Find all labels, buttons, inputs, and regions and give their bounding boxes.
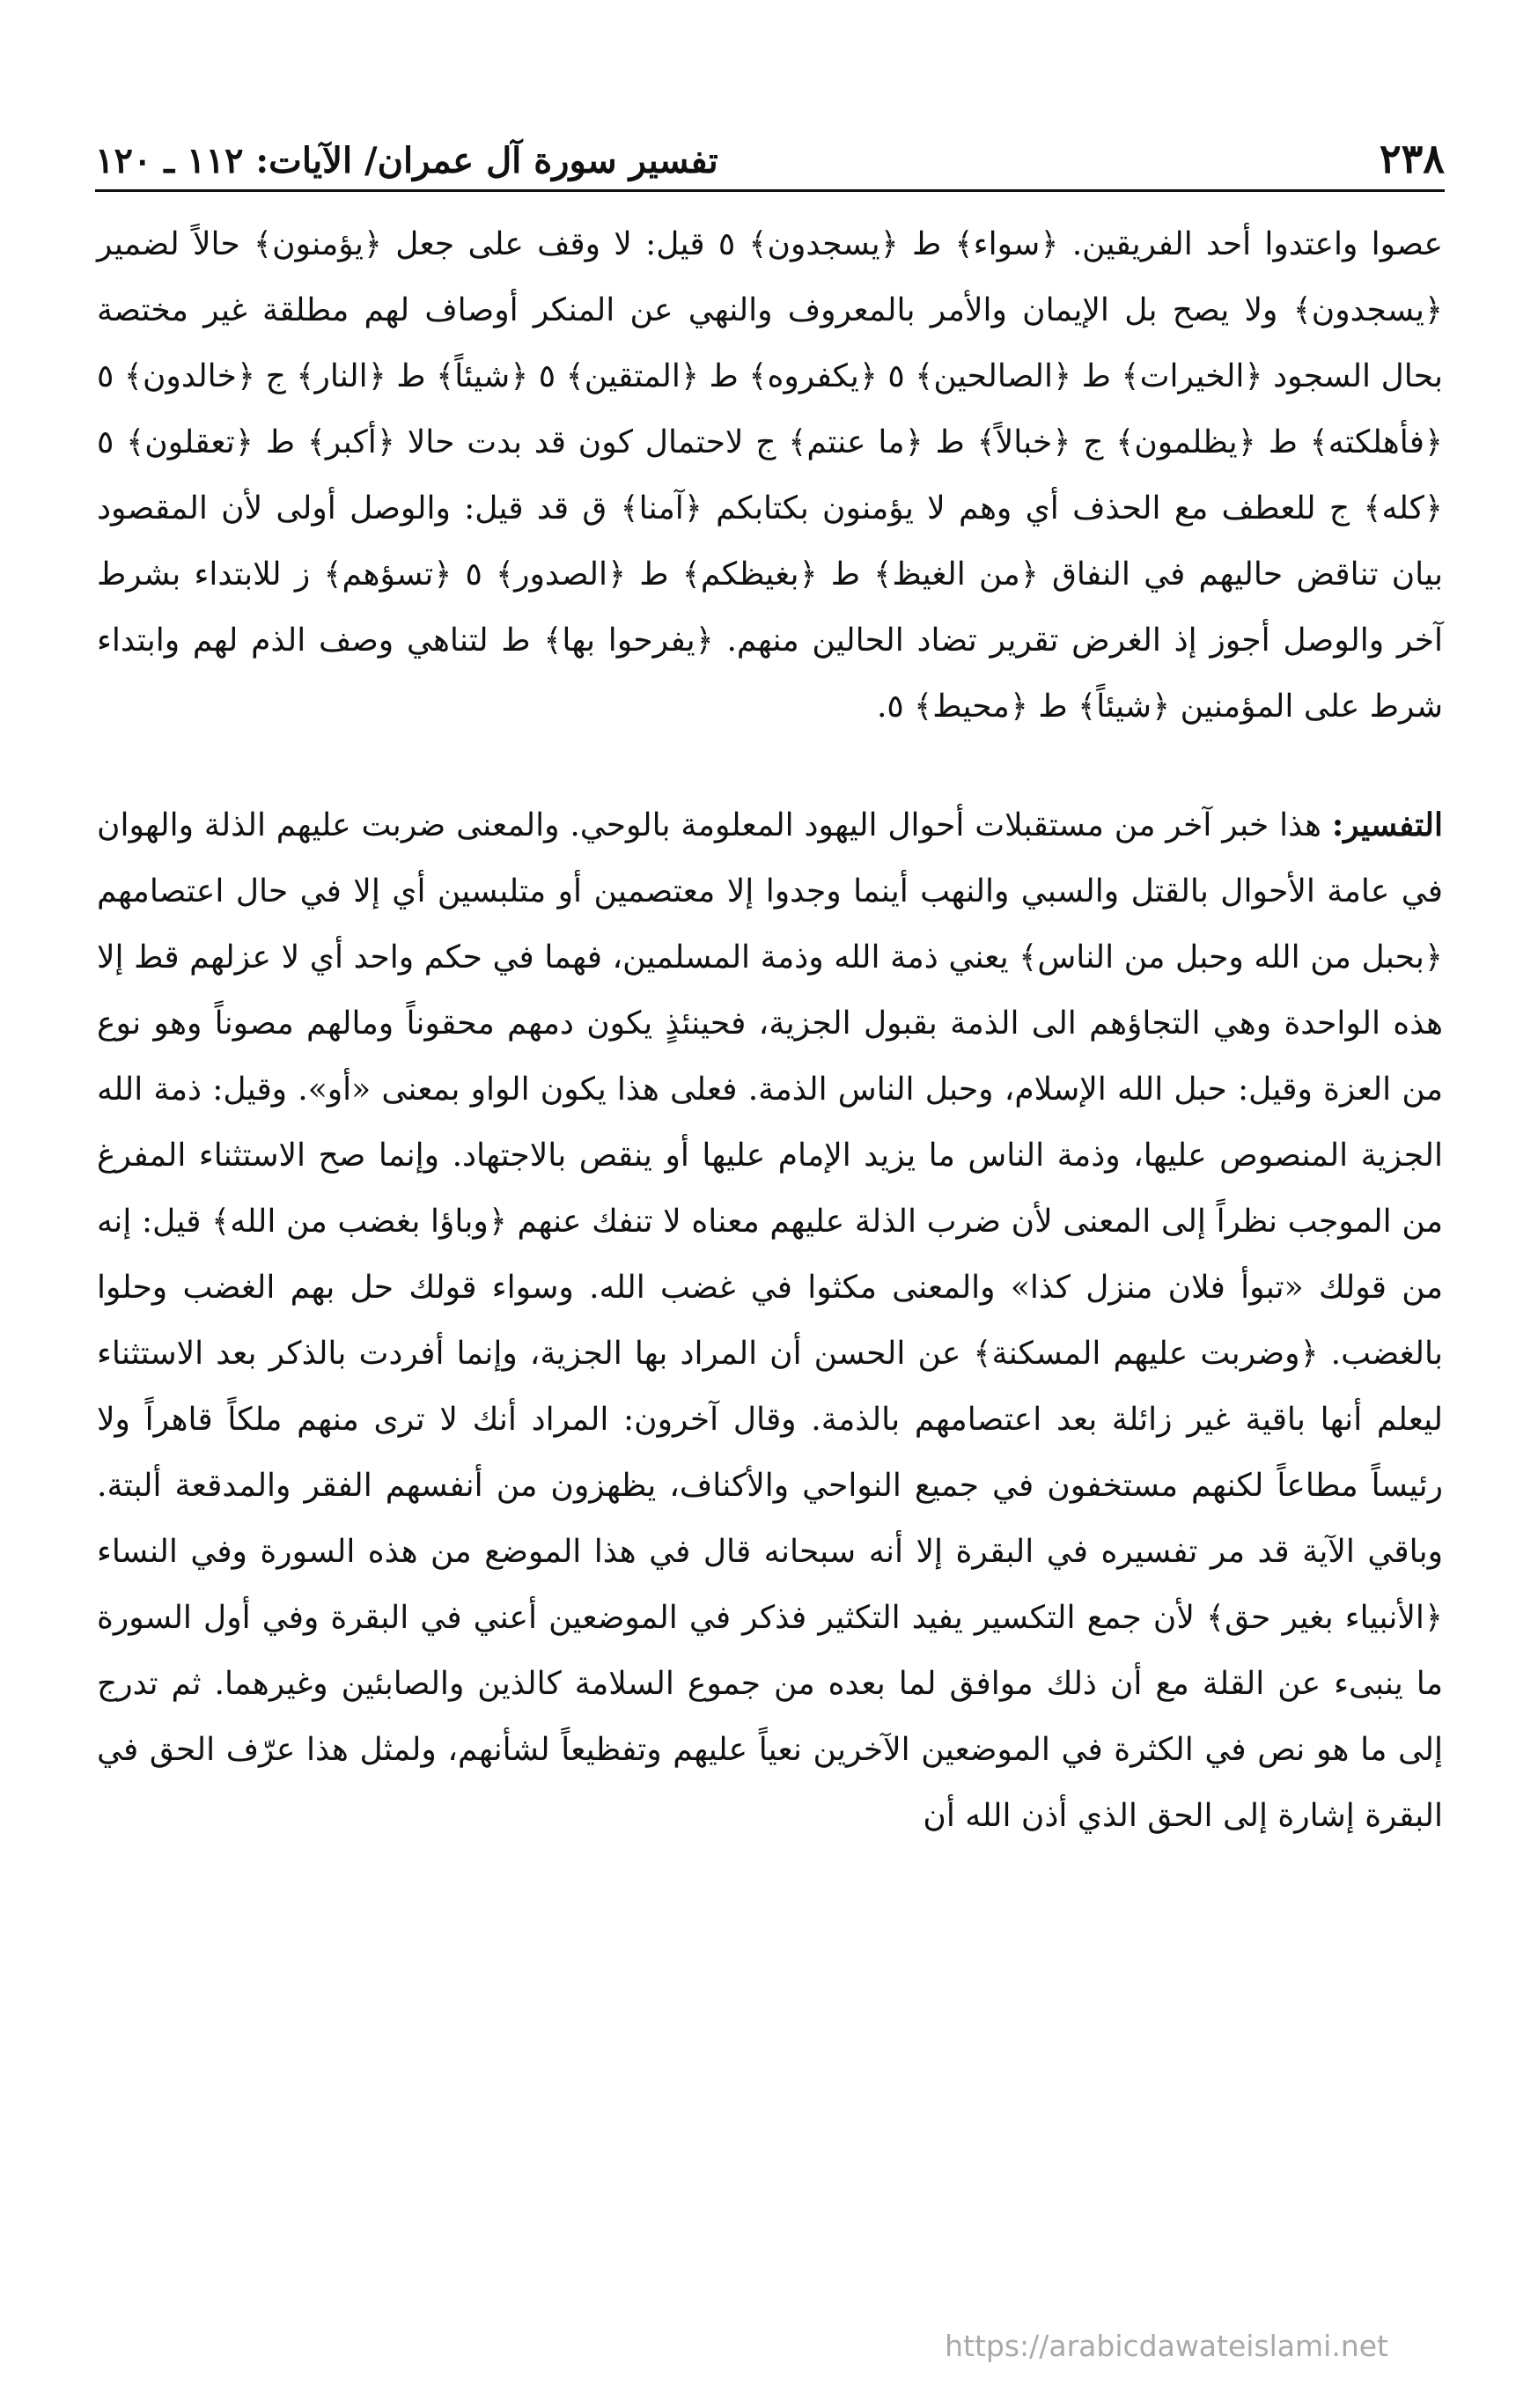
page-header bbox=[95, 130, 1445, 192]
tafsir-paragraph bbox=[97, 792, 1443, 1849]
waqf-paragraph: عصوا واعتدوا أحد الفريقين. ﴿سواء﴾ ط ﴿يسجدون﴾ ٥ قيل: لا وقف على جعل ﴿يؤمنون﴾ حالاً لضمير ﴿يسجدون﴾ ولا يصح بل الإيمان والأمر بالمعروف والنهي عن المنكر أوصاف لهم مطلقة غير مختصة بحال السجود ﴿الخيرات﴾ ط ﴿الصالحين﴾ ٥ ﴿يكفروه﴾ ط ﴿المتقين﴾ ٥ ﴿شيئاً﴾ ط ﴿النار﴾ ج ﴿خالدون﴾ ٥ ﴿فأهلكته﴾ ط ﴿يظلمون﴾ ج ﴿خبالاً﴾ ط ﴿ما عنتم﴾ ج لاحتمال كون قد بدت حالا ﴿أكبر﴾ ط ﴿تعقلون﴾ ٥ ﴿كله﴾ ج للعطف مع الحذف أي وهم لا يؤمنون بكتابكم ﴿آمنا﴾ ق قد قيل: والوصل أولى لأن المقصود بيان تناقض حاليهم في النفاق ﴿من الغيظ﴾ ط ﴿بغيظكم﴾ ط ﴿الصدور﴾ ٥ ﴿تسؤهم﴾ ز للابتداء بشرط آخر والوصل أجوز إذ الغرض تقرير تضاد الحالين منهم. ﴿يفرحوا بها﴾ ط لتناهي وصف الذم لهم وابتداء شرط على المؤمنين ﴿شيئاً﴾ ط ﴿محيط﴾ ٥. bbox=[97, 226, 1443, 725]
running-title: تفسير سورة آل عمران/ الآيات: ١١٢ ـ ١٢٠ bbox=[95, 140, 718, 181]
page-number: ٢٣٨ bbox=[1379, 135, 1445, 182]
page-body bbox=[97, 211, 1443, 1849]
watermark-url: https://arabicdawateislami.net bbox=[945, 2329, 1388, 2363]
tafsir-lead-word: التفسير: bbox=[1331, 806, 1443, 843]
tafsir-text: هذا خبر آخر من مستقبلات أحوال اليهود المعلومة بالوحي. والمعنى ضربت عليهم الذلة والهوان في عامة الأحوال بالقتل والسبي والنهب أينما وجدوا إلا معتصمين أو متلبسين أي إلا في حال اعتصامهم ﴿بحبل من الله وحبل من الناس﴾ يعني ذمة الله وذمة المسلمين، فهما في حكم واحد أي لا عزلهم قط إلا هذه الواحدة وهي التجاؤهم الى الذمة بقبول الجزية، فحينئذٍ يكون دمهم محقوناً ومالهم مصوناً وهو نوع من العزة وقيل: حبل الله الإسلام، وحبل الناس الذمة. فعلى هذا يكون الواو بمعنى «أو». وقيل: ذمة الله الجزية المنصوص عليها، وذمة الناس ما يزيد الإمام عليها أو ينقص بالاجتهاد. وإنما صح الاستثناء المفرغ من الموجب نظراً إلى المعنى لأن ضرب الذلة عليهم معناه لا تنفك عنهم ﴿وباؤا بغضب من الله﴾ قيل: إنه من قولك «تبوأ فلان منزل كذا» والمعنى مكثوا في غضب الله. وسواء قولك حل بهم الغضب وحلوا بالغضب. ﴿وضربت عليهم المسكنة﴾ عن الحسن أن المراد بها الجزية، وإنما أفردت بالذكر بعد الاستثناء ليعلم أنها باقية غير زائلة بعد اعتصامهم بالذمة. وقال آخرون: المراد أنك لا ترى منهم ملكاً قاهراً ولا رئيساً مطاعاً لكنهم مستخفون في جميع النواحي والأكناف، يظهزون من أنفسهم الفقر والمدقعة ألبتة. وباقي الآية قد مر تفسيره في البقرة إلا أنه سبحانه قال في هذا الموضع من هذه السورة وفي النساء ﴿الأنبياء بغير حق﴾ لأن جمع التكسير يفيد التكثير فذكر في الموضعين أعني في البقرة وفي أول السورة ما ينبىء عن القلة مع أن ذلك موافق لما بعده من جموع السلامة كالذين والصابئين وغيرهما. ثم تدرج إلى ما هو نص في الكثرة في الموضعين الآخرين نعياً عليهم وتفظيعاً لشأنهم، ولمثل هذا عرّف الحق في البقرة إشارة إلى الحق الذي أذن الله أن bbox=[97, 807, 1444, 1834]
